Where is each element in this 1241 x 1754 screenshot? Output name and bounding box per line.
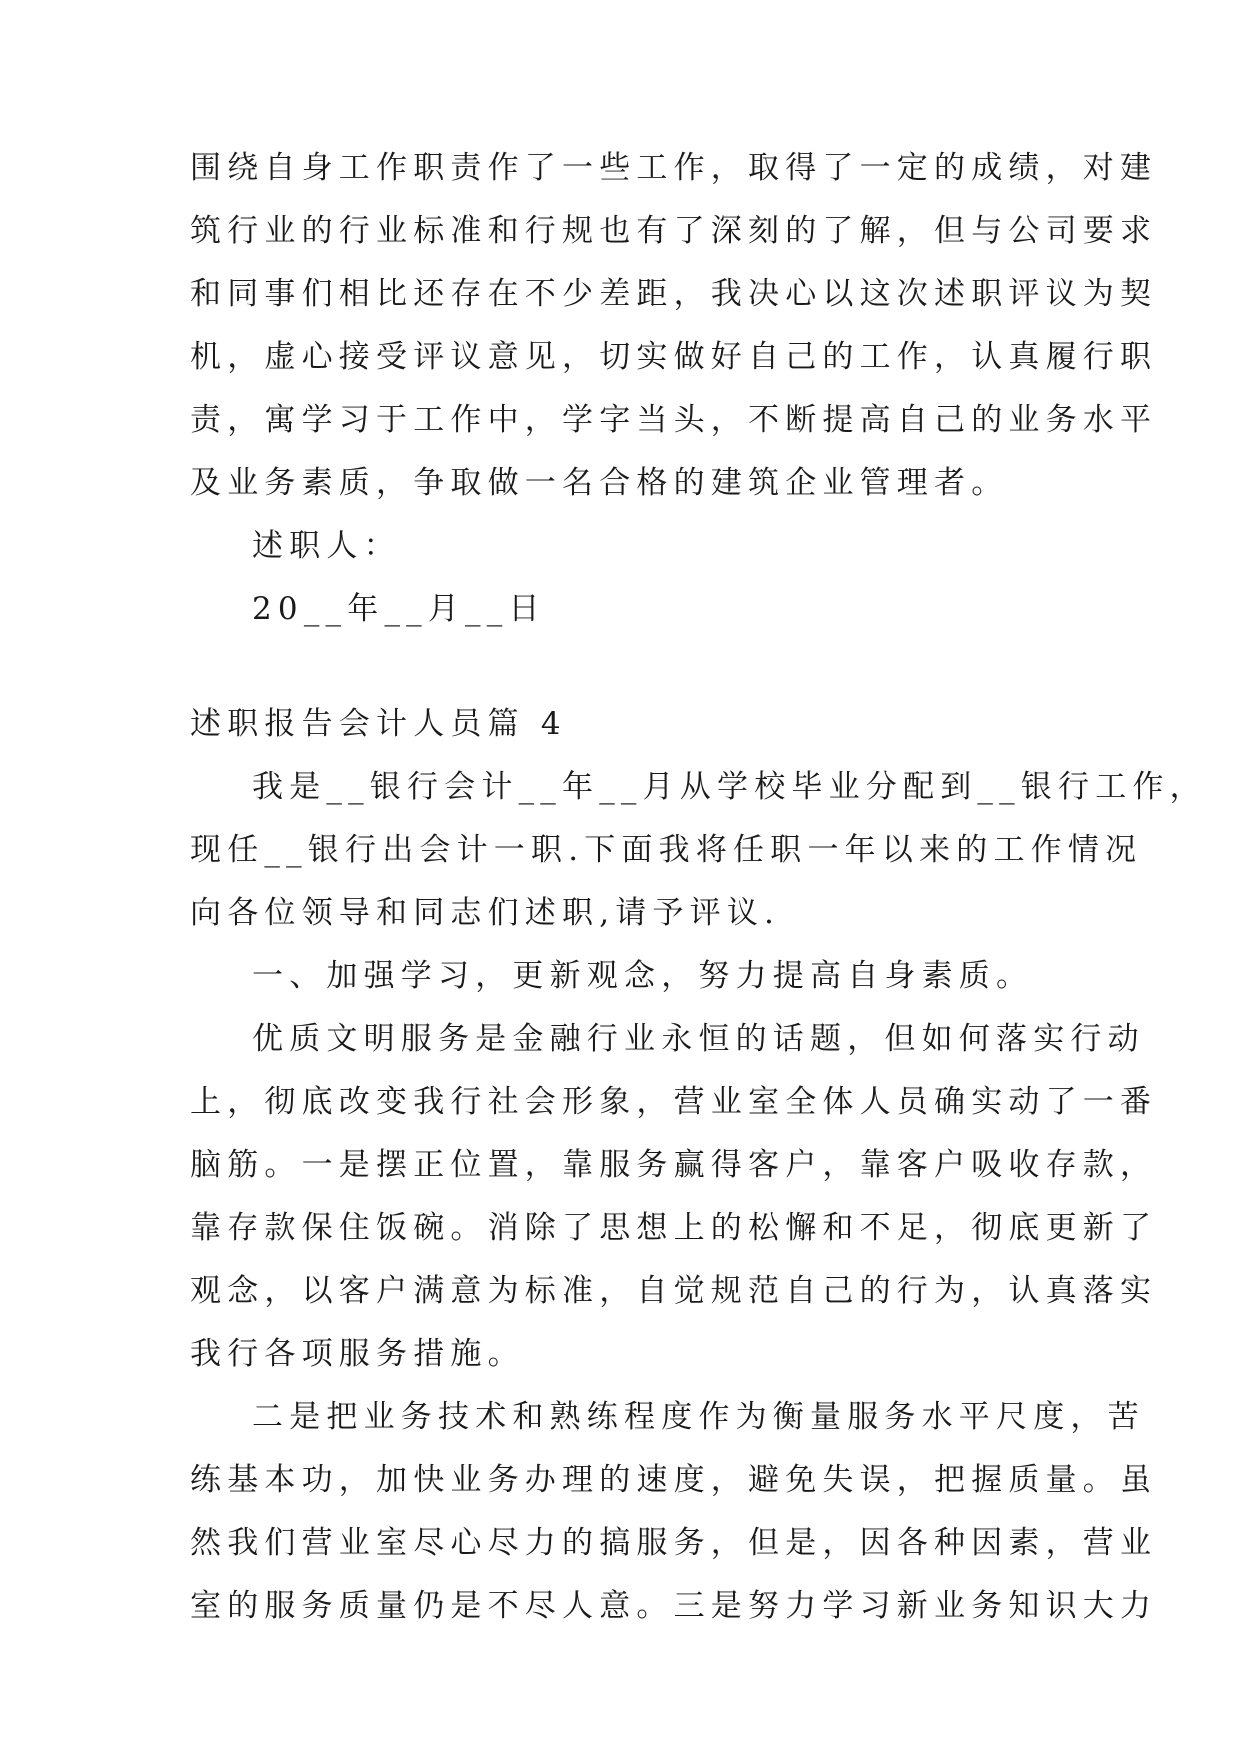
text-line: 和同事们相比还存在不少差距，我决心以这次述职评议为契 [190, 276, 1158, 312]
text-line: 围绕自身工作职责作了一些工作，取得了一定的成绩，对建 [190, 150, 1158, 186]
text-line: 我行各项服务措施。 [190, 1336, 525, 1372]
text-line: 脑筋。一是摆正位置，靠服务赢得客户，靠客户吸收存款， [190, 1147, 1158, 1183]
text-line: 机，虚心接受评议意见，切实做好自己的工作，认真履行职 [190, 339, 1158, 375]
text-line: 筑行业的行业标准和行规也有了深刻的了解，但与公司要求 [190, 213, 1158, 249]
text-line: 二是把业务技术和熟练程度作为衡量服务水平尺度，苦 [252, 1399, 1145, 1435]
text-line: 室的服务质量仍是不尽人意。三是努力学习新业务知识大力 [190, 1588, 1158, 1624]
text-line: 我是__银行会计__年__月从学校毕业分配到__银行工作， [252, 769, 1207, 805]
text-line: 责，寓学习于工作中，学字当头，不断提高自己的业务水平 [190, 402, 1158, 438]
subheading: 一、加强学习，更新观念，努力提高自身素质。 [252, 958, 1034, 994]
text-line: 靠存款保住饭碗。消除了思想上的松懈和不足，彻底更新了 [190, 1210, 1158, 1246]
signature-label: 述职人： [252, 528, 401, 564]
text-line: 上，彻底改变我行社会形象，营业室全体人员确实动了一番 [190, 1084, 1158, 1120]
date-line: 20__年__月__日 [252, 591, 546, 627]
text-line: 然我们营业室尽心尽力的搞服务，但是，因各种因素，营业 [190, 1525, 1158, 1561]
text-line: 向各位领导和同志们述职,请予评议. [190, 895, 781, 931]
section-title: 述职报告会计人员篇 4 [190, 706, 567, 742]
text-line: 优质文明服务是金融行业永恒的话题，但如何落实行动 [252, 1021, 1145, 1057]
text-line: 现任__银行出会计一职.下面我将任职一年以来的工作情况 [190, 832, 1143, 868]
text-line: 观念，以客户满意为标准，自觉规范自己的行为，认真落实 [190, 1273, 1158, 1309]
text-line: 及业务素质，争取做一名合格的建筑企业管理者。 [190, 465, 1009, 501]
text-line: 练基本功，加快业务办理的速度，避免失误，把握质量。虽 [190, 1462, 1158, 1498]
